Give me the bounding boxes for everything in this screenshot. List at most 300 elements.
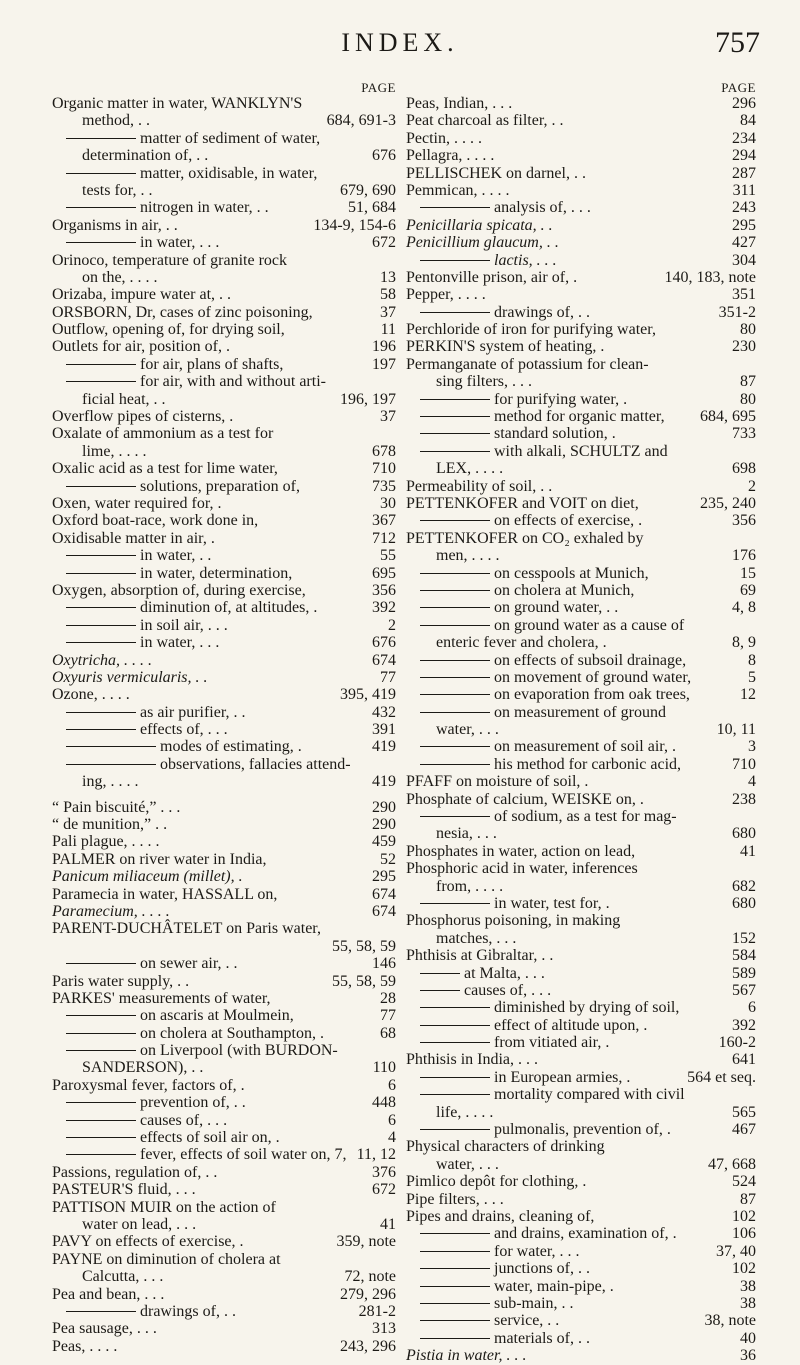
index-column-right xyxy=(406,80,762,1365)
ditto-rule xyxy=(420,1129,490,1130)
entry-text: PELLISCHEK on darnel, . . xyxy=(406,164,586,182)
entry-page-ref: 290 xyxy=(372,798,396,816)
entry-text: of sodium, as a test for mag- xyxy=(494,808,677,826)
entry-text: Perchloride of iron for purifying water, xyxy=(406,321,656,339)
entry-text: observations, fallacies attend- xyxy=(160,755,351,773)
entry-text: Ozone, . . . . xyxy=(52,686,130,704)
entry-text: sub-main, . . xyxy=(494,1294,574,1312)
index-entry xyxy=(406,1312,762,1329)
entry-text: Permeability of soil, . . xyxy=(406,477,553,495)
entry-page-ref: 680 xyxy=(732,825,756,843)
index-entry xyxy=(406,965,762,982)
ditto-rule xyxy=(420,1268,490,1269)
entry-text: Permanganate of potassium for clean- xyxy=(406,355,649,373)
index-entry xyxy=(52,356,402,373)
entry-text: Pipes and drains, cleaning of, xyxy=(406,1208,595,1225)
ditto-rule xyxy=(420,903,490,904)
index-entry xyxy=(52,1251,402,1268)
entry-text: Pimlico depôt for clothing, . xyxy=(406,1173,587,1191)
index-entry xyxy=(406,634,762,651)
index-entry xyxy=(406,182,762,199)
entry-page-ref: 8, 9 xyxy=(732,634,756,652)
entry-page-ref: 584 xyxy=(732,947,756,965)
entry-page-ref: 80 xyxy=(740,321,756,339)
entry-page-ref: 68 xyxy=(380,1024,396,1042)
entry-page-ref: 6 xyxy=(388,1111,396,1129)
index-entry xyxy=(52,443,402,460)
index-entry xyxy=(406,130,762,147)
entry-page-ref: 674 xyxy=(372,902,396,920)
entry-text: PATTISON MUIR on the action of xyxy=(52,1198,276,1216)
entry-page-ref: 672 xyxy=(372,234,396,252)
index-entry xyxy=(406,617,762,634)
entry-page-ref: 87 xyxy=(740,373,756,391)
entry-page-ref: 134-9, 154-6 xyxy=(313,216,396,234)
entry-text: Overflow pipes of cisterns, . xyxy=(52,408,234,426)
index-entry xyxy=(52,112,402,129)
entry-text: Pea sausage, . . . xyxy=(52,1320,157,1338)
entry-page-ref: 524 xyxy=(732,1173,756,1191)
entry-page-ref: 419 xyxy=(372,738,396,756)
ditto-rule xyxy=(420,660,490,661)
entry-page-ref: 356 xyxy=(732,512,756,530)
ditto-rule xyxy=(420,764,490,765)
page-title: INDEX. xyxy=(341,28,459,57)
index-entry xyxy=(52,1077,402,1094)
entry-page-ref: 351 xyxy=(732,286,756,304)
entry-text: effects of soil air on, . xyxy=(140,1129,280,1147)
index-entry xyxy=(52,851,402,868)
ditto-rule xyxy=(420,625,490,626)
entry-page-ref: 11 xyxy=(380,321,396,339)
index-entry xyxy=(406,825,762,842)
entry-text: Orinoco, temperature of granite rock xyxy=(52,251,288,269)
index-entry xyxy=(52,321,402,338)
index-entry xyxy=(406,1156,762,1173)
index-entry xyxy=(406,304,762,321)
ditto-rule xyxy=(66,764,156,765)
index-entry xyxy=(52,217,402,234)
entry-text: Oxalate of ammonium as a test for xyxy=(52,425,274,443)
entry-page-ref: 102 xyxy=(732,1260,756,1278)
entry-text: Pepper, . . . . xyxy=(406,286,486,304)
entry-text: method, . . xyxy=(82,112,150,130)
index-entry xyxy=(406,234,762,251)
entry-text: Organic matter in water, WANKLYN'S xyxy=(52,95,303,112)
entry-text: Pipe filters, . . . xyxy=(406,1190,504,1208)
entry-text: nesia, . . . xyxy=(436,825,497,843)
entry-text: Phthisis at Gibraltar, . . xyxy=(406,947,554,965)
index-entry xyxy=(406,599,762,616)
entry-page-ref: 146 xyxy=(372,955,396,973)
index-entry xyxy=(52,130,402,147)
entry-text: water on lead, . . . xyxy=(82,1216,197,1233)
index-entry xyxy=(52,1094,402,1111)
index-entry xyxy=(406,252,762,269)
entry-text: on movement of ground water, xyxy=(494,668,692,686)
entry-page-ref: 235, 240 xyxy=(700,494,756,512)
entry-page-ref: 392 xyxy=(732,1016,756,1034)
ditto-rule xyxy=(66,555,136,556)
index-entry xyxy=(406,1208,762,1225)
page-number: 757 xyxy=(715,26,760,59)
index-entry xyxy=(52,408,402,425)
index-entry xyxy=(406,756,762,773)
ditto-rule xyxy=(66,138,136,139)
entry-text: matter, oxidisable, in water, xyxy=(140,164,318,182)
index-entry xyxy=(52,1164,402,1181)
ditto-rule xyxy=(66,486,136,487)
entry-text: PAVY on effects of exercise, . xyxy=(52,1233,244,1251)
entry-page-ref: 230 xyxy=(732,338,756,356)
index-entry xyxy=(406,408,762,425)
entry-page-ref: 391 xyxy=(372,721,396,739)
index-entry xyxy=(406,738,762,755)
entry-text: effect of altitude upon, . xyxy=(494,1016,648,1034)
index-entry xyxy=(406,1069,762,1086)
entry-page-ref: 304 xyxy=(732,251,756,269)
entry-text: sing filters, . . . xyxy=(436,373,532,391)
ditto-rule xyxy=(66,1137,136,1138)
index-entry xyxy=(52,1233,402,1250)
section-gap xyxy=(52,791,402,799)
index-entry xyxy=(52,373,402,390)
index-entry xyxy=(52,252,402,269)
index-entry xyxy=(406,1260,762,1277)
entry-text: Peas, . . . . xyxy=(52,1337,118,1355)
index-entry xyxy=(406,860,762,877)
entry-text: Peat charcoal as filter, . . xyxy=(406,112,564,130)
ditto-rule xyxy=(420,590,490,591)
index-entry xyxy=(52,973,402,990)
entry-text: PAYNE on diminution of cholera at xyxy=(52,1250,281,1268)
index-entry xyxy=(406,582,762,599)
ditto-rule xyxy=(66,642,136,643)
entry-page-ref: 77 xyxy=(380,668,396,686)
index-entry xyxy=(52,147,402,164)
entry-text: on Liverpool (with BURDON- xyxy=(140,1042,338,1060)
entry-page-ref: 176 xyxy=(732,547,756,565)
entry-text: SANDERSON), . . xyxy=(82,1059,204,1077)
index-entry xyxy=(52,868,402,885)
index-entry xyxy=(406,999,762,1016)
entry-page-ref: 432 xyxy=(372,703,396,721)
entry-text: “ de munition,” . . xyxy=(52,816,168,834)
entry-text: water, main-pipe, . xyxy=(494,1277,614,1295)
entry-page-ref: 243, 296 xyxy=(340,1337,396,1355)
index-entry xyxy=(406,495,762,512)
ditto-rule xyxy=(420,1338,490,1339)
entry-page-ref: 281-2 xyxy=(358,1302,396,1320)
index-entry xyxy=(52,599,402,616)
ditto-rule xyxy=(66,963,136,964)
index-entry xyxy=(52,1303,402,1320)
index-entry xyxy=(406,373,762,390)
index-entry xyxy=(406,1225,762,1242)
entry-page-ref: 41 xyxy=(740,842,756,860)
entry-text: standard solution, . xyxy=(494,425,616,443)
entry-text: modes of estimating, . xyxy=(160,738,302,756)
index-entry xyxy=(52,165,402,182)
entry-page-ref: 30 xyxy=(380,494,396,512)
entry-page-ref: 710 xyxy=(372,460,396,478)
ditto-rule xyxy=(420,816,490,817)
index-entry xyxy=(406,269,762,286)
index-entry xyxy=(406,930,762,947)
index-entry xyxy=(52,1146,402,1163)
entry-text: on cholera at Munich, xyxy=(494,581,635,599)
index-entry xyxy=(406,1173,762,1190)
entry-text: on effects of exercise, . xyxy=(494,512,643,530)
entry-text: matter of sediment of water, xyxy=(140,129,321,147)
index-entry xyxy=(406,808,762,825)
index-entry xyxy=(406,773,762,790)
entry-text: lactis, . . . xyxy=(494,251,557,269)
index-entry xyxy=(52,990,402,1007)
entry-text: on cholera at Southampton, . xyxy=(140,1024,324,1042)
entry-page-ref: 710 xyxy=(732,755,756,773)
entry-page-ref: 698 xyxy=(732,460,756,478)
ditto-rule xyxy=(66,712,136,713)
entry-text: mortality compared with civil xyxy=(494,1086,685,1104)
entry-text: on the, . . . . xyxy=(82,268,158,286)
entry-text: Passions, regulation of, . . xyxy=(52,1163,218,1181)
entry-page-ref: 682 xyxy=(732,877,756,895)
entry-text: his method for carbonic acid, xyxy=(494,755,682,773)
ditto-rule xyxy=(420,312,490,313)
index-entry xyxy=(52,512,402,529)
entry-text: Paramecium, . . . . xyxy=(52,902,170,920)
index-entry xyxy=(52,1129,402,1146)
index-entry xyxy=(52,460,402,477)
entry-text: ing, . . . . xyxy=(82,773,139,791)
ditto-rule xyxy=(420,433,490,434)
entry-text: Pectin, . . . . xyxy=(406,129,482,147)
entry-page-ref: 243 xyxy=(732,199,756,217)
entry-page-ref: 2 xyxy=(748,477,756,495)
index-entry xyxy=(406,1295,762,1312)
index-entry xyxy=(52,199,402,216)
entry-page-ref: 735 xyxy=(372,477,396,495)
entry-text: Phosphate of calcium, WEISKE on, . xyxy=(406,790,644,808)
ditto-rule xyxy=(420,416,490,417)
entry-page-ref: 684, 695 xyxy=(700,408,756,426)
entry-text: materials of, . . xyxy=(494,1329,590,1347)
entry-page-ref: 641 xyxy=(732,1051,756,1069)
index-entry xyxy=(406,652,762,669)
index-entry xyxy=(406,1191,762,1208)
ditto-rule xyxy=(420,573,490,574)
index-entry xyxy=(52,773,402,790)
ditto-rule xyxy=(420,1233,490,1234)
entry-text: in soil air, . . . xyxy=(140,616,228,634)
index-entry xyxy=(52,565,402,582)
ditto-rule xyxy=(420,677,490,678)
index-entry xyxy=(406,338,762,355)
index-entry xyxy=(52,955,402,972)
entry-text: on sewer air, . . xyxy=(140,955,238,973)
entry-text: Phosphorus poisoning, in making xyxy=(406,912,621,930)
index-entry xyxy=(406,1121,762,1138)
entry-text: water, . . . xyxy=(436,721,499,739)
entry-text: solutions, preparation of, xyxy=(140,477,300,495)
index-entry xyxy=(406,1086,762,1103)
entry-text: PFAFF on moisture of soil, . xyxy=(406,773,589,791)
entry-page-ref: 376 xyxy=(372,1163,396,1181)
entry-page-ref: 37, 40 xyxy=(716,1242,756,1260)
index-entry xyxy=(52,886,402,903)
entry-text: Calcutta, . . . xyxy=(82,1268,164,1286)
entry-text: nitrogen in water, . . xyxy=(140,199,269,217)
entry-text: Physical characters of drinking xyxy=(406,1138,605,1156)
index-entry xyxy=(52,304,402,321)
entry-text: Panicum miliaceum (millet), . xyxy=(52,868,243,886)
entry-text: on ground water as a cause of xyxy=(494,616,685,634)
entry-text: Oxidisable matter in air, . xyxy=(52,529,215,547)
index-entry xyxy=(406,286,762,303)
entry-text: Pemmican, . . . . xyxy=(406,181,510,199)
index-entry xyxy=(406,1138,762,1155)
ditto-rule xyxy=(420,1286,490,1287)
entry-page-ref: 295 xyxy=(732,216,756,234)
entry-page-ref: 287 xyxy=(732,164,756,182)
index-entry xyxy=(406,1017,762,1034)
index-entry xyxy=(406,547,762,564)
entry-page-ref: 419 xyxy=(372,773,396,791)
index-entry xyxy=(406,1278,762,1295)
entry-text: Paramecia in water, HASSALL on, xyxy=(52,885,278,903)
entry-page-ref: 467 xyxy=(732,1121,756,1139)
entry-text: in European armies, . xyxy=(494,1068,631,1086)
index-entry xyxy=(52,338,402,355)
index-entry xyxy=(406,1034,762,1051)
entry-page-ref: 567 xyxy=(732,981,756,999)
entry-text: on evaporation from oak trees, xyxy=(494,686,690,704)
ditto-rule xyxy=(420,990,460,991)
entry-text: and drains, examination of, . xyxy=(494,1225,677,1243)
index-entry xyxy=(52,1112,402,1129)
ditto-rule xyxy=(66,207,136,208)
entry-text: fever, effects of soil water on, 7, xyxy=(140,1146,347,1164)
entry-page-ref: 679, 690 xyxy=(340,181,396,199)
entry-text: Penicillaria spicata, . . xyxy=(406,216,553,234)
entry-page-ref: 4, 8 xyxy=(732,599,756,617)
entry-page-ref: 678 xyxy=(372,442,396,460)
entry-text: drawings of, . . xyxy=(140,1302,236,1320)
index-entry xyxy=(52,1199,402,1216)
entry-page-ref: 72, note xyxy=(344,1268,396,1286)
entry-page-ref: 41 xyxy=(380,1216,396,1233)
index-entry xyxy=(52,816,402,833)
index-entry xyxy=(406,704,762,721)
ditto-rule xyxy=(420,1094,490,1095)
index-entry xyxy=(52,938,402,955)
ditto-rule xyxy=(66,1120,136,1121)
entry-page-ref: 140, 183, note xyxy=(664,268,756,286)
entry-page-ref: 311 xyxy=(732,181,756,199)
entry-page-ref: 459 xyxy=(372,833,396,851)
entry-text: as air purifier, . . xyxy=(140,703,246,721)
index-entry xyxy=(52,391,402,408)
entry-page-ref: 313 xyxy=(372,1320,396,1338)
ditto-rule xyxy=(66,746,156,747)
entry-page-ref: 84 xyxy=(740,112,756,130)
index-entry xyxy=(52,1216,402,1233)
entry-page-ref: 351-2 xyxy=(718,303,756,321)
ditto-rule xyxy=(420,1025,490,1026)
entry-text: effects of, . . . xyxy=(140,721,228,739)
ditto-rule xyxy=(420,1251,490,1252)
entry-page-ref: 733 xyxy=(732,425,756,443)
ditto-rule xyxy=(420,746,490,747)
entry-text: lime, . . . . xyxy=(82,442,147,460)
entry-text: life, . . . . xyxy=(436,1103,494,1121)
entry-text: PARKES' measurements of water, xyxy=(52,989,271,1007)
entry-page-ref: 674 xyxy=(372,651,396,669)
index-entry xyxy=(52,234,402,251)
entry-page-ref: 684, 691-3 xyxy=(326,112,396,130)
entry-text: Outlets for air, position of, . xyxy=(52,338,230,356)
entry-text: Outflow, opening of, for drying soil, xyxy=(52,321,285,339)
entry-text: causes of, . . . xyxy=(464,981,552,999)
ditto-rule xyxy=(420,399,490,400)
ditto-rule xyxy=(420,973,460,974)
ditto-rule xyxy=(420,520,490,521)
index-entry xyxy=(406,321,762,338)
entry-text: Phosphates in water, action on lead, xyxy=(406,842,636,860)
index-entry xyxy=(52,495,402,512)
ditto-rule xyxy=(420,607,490,608)
index-entry xyxy=(406,512,762,529)
entry-text: Phthisis in India, . . . xyxy=(406,1051,539,1069)
index-entry xyxy=(406,843,762,860)
entry-text: diminished by drying of soil, xyxy=(494,999,680,1017)
index-entry xyxy=(52,756,402,773)
index-entry xyxy=(52,425,402,442)
ditto-rule xyxy=(420,694,490,695)
entry-text: for purifying water, . xyxy=(494,390,628,408)
index-entry xyxy=(52,1007,402,1024)
entry-text: Pali plague, . . . . xyxy=(52,833,160,851)
entry-text: analysis of, . . . xyxy=(494,199,591,217)
entry-text: LEX, . . . . xyxy=(436,460,504,478)
entry-text: Phosphoric acid in water, inferences xyxy=(406,860,638,878)
index-column-left xyxy=(52,80,402,1355)
entry-page-ref: 40 xyxy=(740,1329,756,1347)
entry-text: junctions of, . . xyxy=(494,1260,590,1278)
entry-page-ref: 196 xyxy=(372,338,396,356)
entry-page-ref: 4 xyxy=(388,1129,396,1147)
index-entry xyxy=(406,356,762,373)
entry-page-ref: 676 xyxy=(372,147,396,165)
index-entry xyxy=(52,547,402,564)
entry-page-ref: 55 xyxy=(380,547,396,565)
entry-page-ref: 47, 668 xyxy=(708,1155,756,1173)
index-entry xyxy=(406,425,762,442)
entry-page-ref: 448 xyxy=(372,1094,396,1112)
ditto-rule xyxy=(66,625,136,626)
ditto-rule xyxy=(420,1320,490,1321)
entry-text: Pellagra, . . . . xyxy=(406,147,495,165)
entry-page-ref: 28 xyxy=(380,989,396,1007)
entry-text: in water, . . . xyxy=(140,634,220,652)
entry-text: enteric fever and cholera, . xyxy=(436,634,607,652)
index-entry xyxy=(406,1347,762,1364)
ditto-rule xyxy=(66,1050,136,1051)
entry-page-ref: 6 xyxy=(388,1076,396,1094)
index-entry xyxy=(52,95,402,112)
index-entry xyxy=(406,1104,762,1121)
